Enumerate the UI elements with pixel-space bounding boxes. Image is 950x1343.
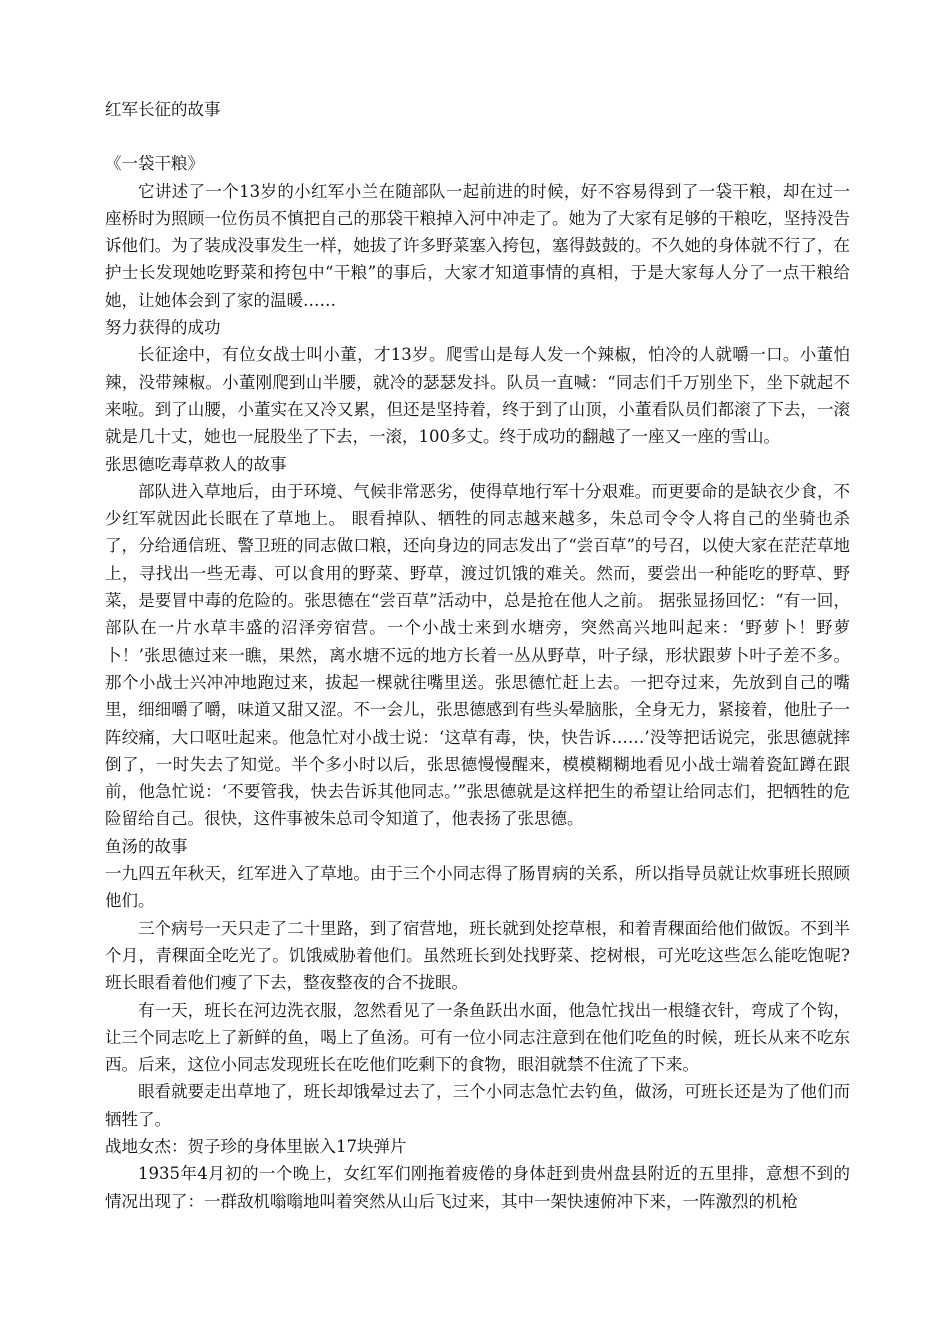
story-paragraph: 眼看就要走出草地了，班长却饿晕过去了，三个小同志急忙去钓鱼，做汤，可班长还是为了他们而牺牲了。 — [105, 1082, 850, 1129]
story-paragraph: 三个病号一天只走了二十里路，到了宿营地，班长就到处挖草根，和着青稞面给他们做饭。不到半个月，青稞面全吃光了。饥饿威胁着他们。虽然班长到处找野菜、挖树根，可光吃这些怎么能吃饱呢?班长眼看着他们瘦了下去，整夜整夜的合不拢眼。 — [105, 918, 850, 993]
story-heading: 努力获得的成功 — [105, 318, 221, 338]
document-page — [105, 96, 850, 1215]
story-paragraph: 有一天，班长在河边洗衣服，忽然看见了一条鱼跃出水面，他急忙找出一根缝衣针，弯成了个钩，让三个同志吃上了新鲜的鱼，喝上了鱼汤。可有一位小同志注意到在他们吃鱼的时候，班长从来不吃东西。后来，这位小同志发现班长在吃他们吃剩下的食物，眼泪就禁不住流了下来。 — [105, 1000, 850, 1075]
story-paragraph: 它讲述了一个13岁的小红军小兰在随部队一起前进的时候，好不容易得到了一袋干粮，却在过一座桥时为照顾一位伤员不慎把自己的那袋干粮掉入河中冲走了。她为了大家有足够的干粮吃，坚持没告诉他们。为了装成没事发生一样，她拔了许多野菜塞入挎包，塞得鼓鼓的。不久她的身体就不行了，在护士长发现她吃野菜和挎包中“干粮”的事后，大家才知道事情的真相，于是大家每人分了一点干粮给她，让她体会到了家的温暖…… — [105, 181, 850, 310]
story-paragraph: 长征途中，有位女战士叫小董，才13岁。爬雪山是每人发一个辣椒，怕冷的人就嚼一口。小董怕辣，没带辣椒。小董刚爬到山半腰，就冷的瑟瑟发抖。队员一直喊：“同志们千万别坐下，坐下就起不来啦。到了山腰，小董实在又冷又累，但还是坚持着，终于到了山顶，小董看队员们都滚了下去，一滚就是几十丈，她也一屁股坐了下去，一滚，100多丈。终于成功的翻越了一座又一座的雪山。 — [105, 345, 850, 447]
story-heading: 鱼汤的故事 — [105, 836, 188, 856]
document-title: 红军长征的故事 — [105, 100, 221, 119]
story-heading: 战地女杰：贺子珍的身体里嵌入17块弹片 — [105, 1136, 407, 1156]
story-heading: 《一袋干粮》 — [105, 154, 204, 174]
story-heading: 张思德吃毒草救人的故事 — [105, 454, 287, 474]
story-paragraph: 一九四五年秋天，红军进入了草地。由于三个小同志得了肠胃病的关系，所以指导员就让炊事班长照顾他们。 — [105, 864, 850, 911]
story-paragraph: 1935年4月初的一个晚上，女红军们刚拖着疲倦的身体赶到贵州盘县附近的五里排，意想不到的情况出现了：一群敌机嗡嗡地叫着突然从山后飞过来，其中一架快速俯冲下来，一阵激烈的机枪 — [105, 1164, 850, 1211]
story-paragraph: 部队进入草地后，由于环境、气候非常恶劣，使得草地行军十分艰难。而更要命的是缺衣少食，不少红军就因此长眠在了草地上。 眼看掉队、牺牲的同志越来越多，朱总司令令人将自己的坐骑也杀了，分给通信班、警卫班的同志做口粮，还向身边的同志发出了“尝百草”的号召，以使大家在茫茫草地上，寻找出一些无毒、可以食用的野菜、野草，渡过饥饿的难关。然而，要尝出一种能吃的野草、野菜，是要冒中毒的危险的。张思德在“尝百草”活动中，总是抢在他人之前。 据张显扬回忆：“有一回，部队在一片水草丰盛的沼泽旁宿营。一个小战士来到水塘旁，突然高兴地叫起来：‘野萝卜！野萝卜！’张思德过来一瞧，果然，离水塘不远的地方长着一丛从野草，叶子绿，形状跟萝卜叶子差不多。那个小战士兴冲冲地跑过来，拔起一棵就往嘴里送。张思德忙赶上去。一把夺过来，先放到自己的嘴里，细细嚼了嚼，味道又甜又涩。不一会儿，张思德感到有些头晕脑胀，全身无力，紧接着，他肚子一阵绞痛，大口呕吐起来。他急忙对小战士说：‘这草有毒，快，快告诉……’没等把话说完，张思德就摔倒了，一时失去了知觉。半个多小时以后，张思德慢慢醒来，模模糊糊地看见小战士端着瓷缸蹲在跟前，他急忙说：‘不要管我，快去告诉其他同志。’”张思德就是这样把生的希望让给同志们，把牺牲的危险留给自己。很快，这件事被朱总司令知道了，他表扬了张思德。 — [105, 481, 850, 829]
